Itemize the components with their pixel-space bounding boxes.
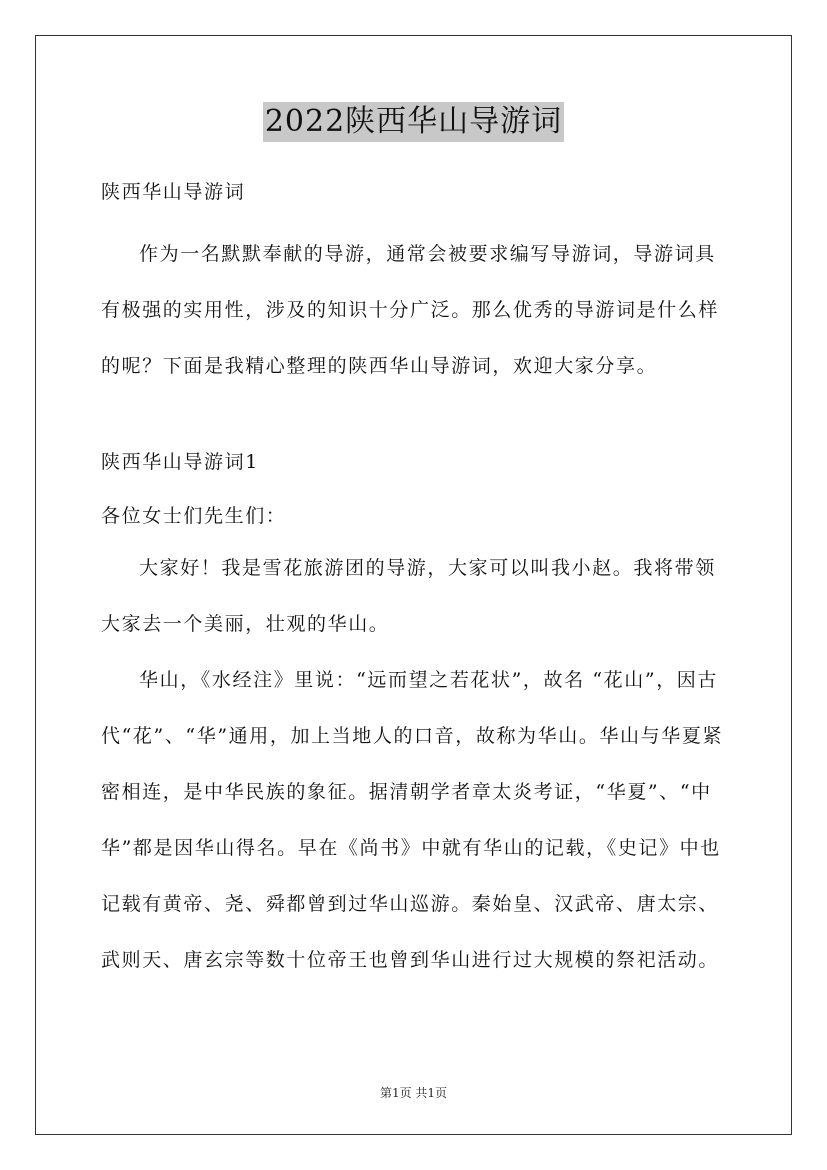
intro-paragraph: 作为一名默默奉献的导游，通常会被要求编写导游词，导游词具有极强的实用性，涉及的知识十分广泛。那么优秀的导游词是什么样的呢？下面是我精心整理的陕西华山导游词，欢迎大家分享。 — [101, 243, 720, 377]
body-paragraph: 大家好！我是雪花旅游团的导游，大家可以叫我小赵。我将带领大家去一个美丽，壮观的华山。 — [101, 557, 716, 635]
title-container — [0, 102, 827, 142]
document-title: 2022陕西华山导游词 — [263, 102, 564, 142]
document-subtitle: 陕西华山导游词 — [101, 181, 246, 203]
body-paragraph: 华山，《水经注》里说：“远而望之若花状”，故名 “花山”，因古代“花”、“华”通用，加上当地人的口音，故称为华山。华山与华夏紧密相连，是中华民族的象征。据清朝学者章太炎考证，“华夏”、“中华”都是因华山得名。早在《尚书》中就有华山的记载，《史记》中也记载有黄帝、尧、舜都曾到过华山巡游。秦始皇、汉武帝、唐太宗、武则天、唐玄宗等数十位帝王也曾到华山进行过大规模的祭祀活动。 — [101, 669, 724, 971]
spacer — [101, 394, 731, 442]
section-heading: 陕西华山导游词1 — [101, 451, 259, 473]
document-body — [101, 172, 731, 988]
greeting-line: 各位女士们先生们： — [101, 505, 287, 527]
page-footer: 第1页 共1页 — [379, 1086, 448, 1100]
